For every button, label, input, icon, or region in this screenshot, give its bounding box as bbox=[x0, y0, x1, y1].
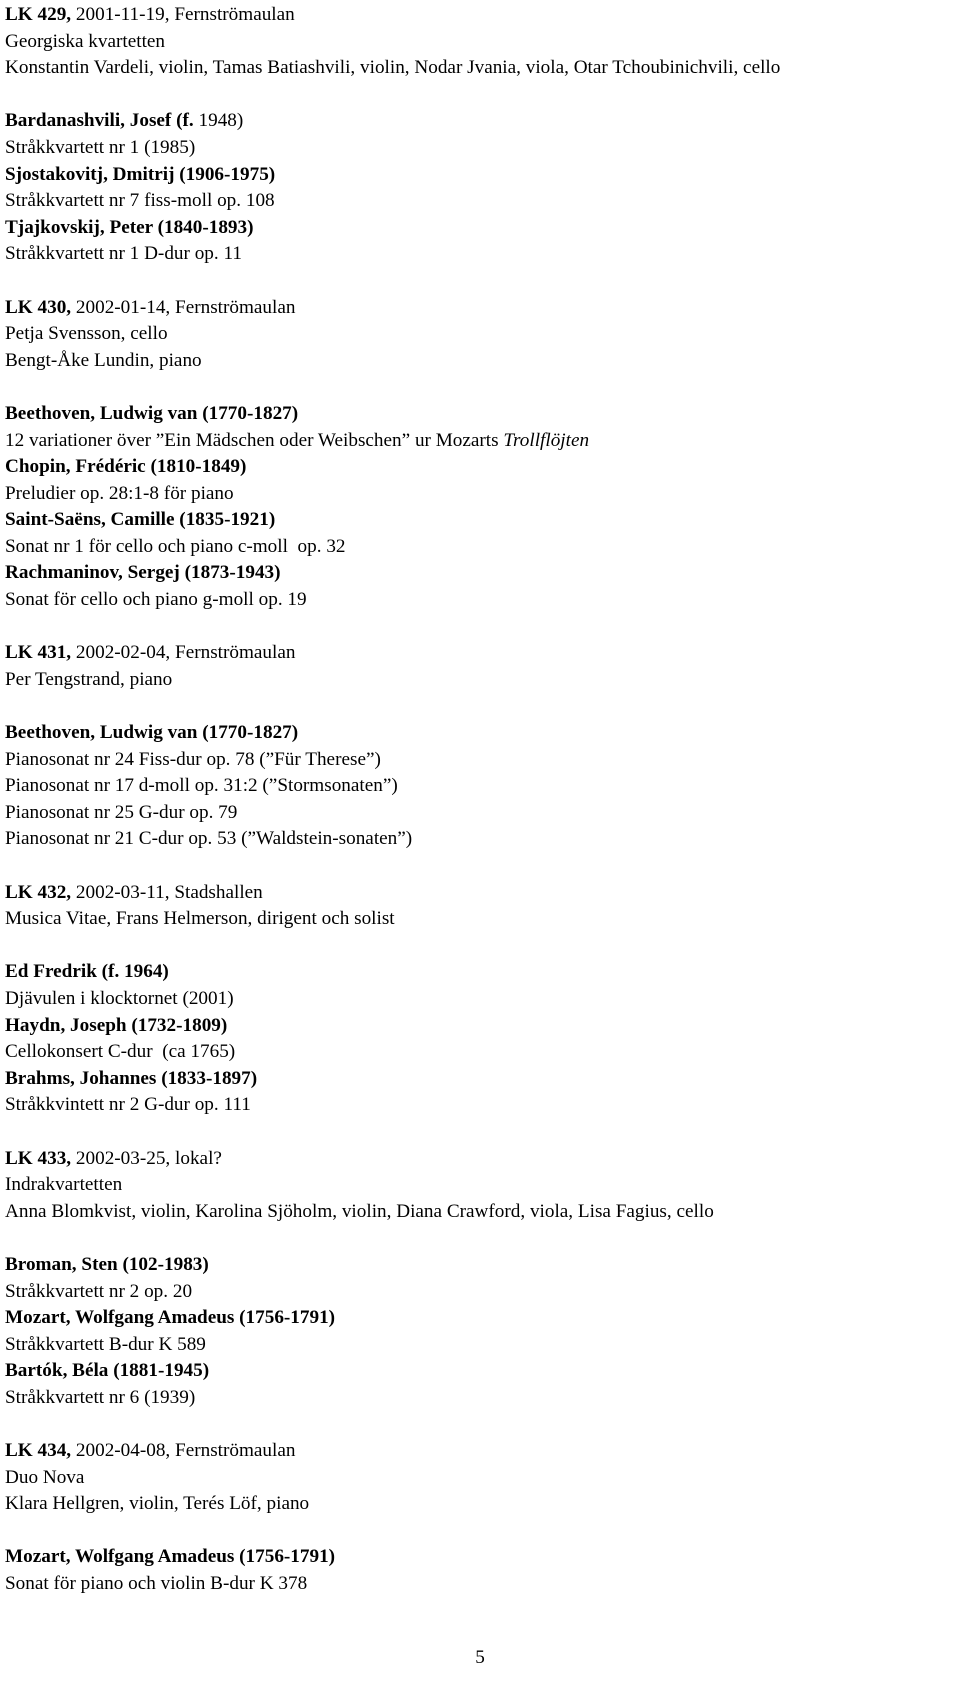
plain-text: Stråkkvartett nr 2 op. 20 bbox=[5, 1280, 193, 1302]
bold-text: Bardanashvili, Josef (f. bbox=[5, 110, 194, 132]
plain-text: 2002-02-04, Fernströmaulan bbox=[71, 642, 296, 664]
plain-text: Konstantin Vardeli, violin, Tamas Batiashvili, violin, Nodar Jvania, viola, Otar Tchoubinichvili, cello bbox=[5, 57, 781, 79]
blank-line bbox=[5, 853, 955, 880]
text-line bbox=[5, 986, 955, 1013]
concert-header-line bbox=[5, 1146, 955, 1173]
text-line bbox=[5, 826, 955, 853]
text-line bbox=[5, 401, 955, 428]
plain-text: Djävulen i klocktornet (2001) bbox=[5, 987, 234, 1009]
text-line bbox=[5, 1066, 955, 1093]
text-line bbox=[5, 747, 955, 774]
blank-line bbox=[5, 1518, 955, 1545]
plain-text: Sonat för cello och piano g-moll op. 19 bbox=[5, 589, 307, 611]
plain-text: Sonat för piano och violin B-dur K 378 bbox=[5, 1573, 308, 1595]
text-line bbox=[5, 241, 955, 268]
plain-text: Pianosonat nr 24 Fiss-dur op. 78 (”Für Therese”) bbox=[5, 748, 381, 770]
bold-text: Ed Fredrik (f. 1964) bbox=[5, 961, 169, 983]
text-line bbox=[5, 481, 955, 508]
bold-text: Tjajkovskij, Peter (1840-1893) bbox=[5, 216, 254, 238]
plain-text: Stråkkvartett nr 6 (1939) bbox=[5, 1386, 196, 1408]
text-line bbox=[5, 906, 955, 933]
plain-text: Anna Blomkvist, violin, Karolina Sjöholm, violin, Diana Crawford, viola, Lisa Fagius, cello bbox=[5, 1200, 714, 1222]
text-line bbox=[5, 215, 955, 242]
text-line bbox=[5, 1544, 955, 1571]
text-line bbox=[5, 1199, 955, 1226]
text-line bbox=[5, 720, 955, 747]
blank-line bbox=[5, 1119, 955, 1146]
bold-text: Saint-Saëns, Camille (1835-1921) bbox=[5, 509, 276, 531]
text-line bbox=[5, 1358, 955, 1385]
text-line bbox=[5, 534, 955, 561]
text-line bbox=[5, 135, 955, 162]
plain-text: 2002-03-11, Stadshallen bbox=[71, 881, 263, 903]
text-line bbox=[5, 321, 955, 348]
text-line bbox=[5, 428, 955, 455]
plain-text: Musica Vitae, Frans Helmerson, dirigent och solist bbox=[5, 908, 395, 930]
plain-text: 12 variationer över ”Ein Mädschen oder Weibschen” ur Mozarts bbox=[5, 429, 504, 451]
bold-text: Bartók, Béla (1881-1945) bbox=[5, 1360, 210, 1382]
text-line bbox=[5, 1305, 955, 1332]
bold-text: Sjostakovitj, Dmitrij (1906-1975) bbox=[5, 163, 276, 185]
plain-text: Pianosonat nr 17 d-moll op. 31:2 (”Stormsonaten”) bbox=[5, 775, 398, 797]
bold-text: LK 433, bbox=[5, 1147, 72, 1169]
text-line bbox=[5, 1332, 955, 1359]
blank-line bbox=[5, 933, 955, 960]
plain-text: 2001-11-19, Fernströmaulan bbox=[71, 4, 295, 25]
text-line bbox=[5, 667, 955, 694]
concert-header-line bbox=[5, 880, 955, 907]
text-line bbox=[5, 188, 955, 215]
bold-text: LK 432, bbox=[5, 881, 72, 903]
bold-text: Chopin, Frédéric (1810-1849) bbox=[5, 456, 247, 478]
plain-text: Klara Hellgren, violin, Terés Löf, piano bbox=[5, 1493, 310, 1515]
bold-text: Beethoven, Ludwig van (1770-1827) bbox=[5, 402, 299, 424]
blank-line bbox=[5, 693, 955, 720]
plain-text: Stråkkvintett nr 2 G-dur op. 111 bbox=[5, 1094, 251, 1116]
text-line bbox=[5, 1252, 955, 1279]
bold-text: LK 431, bbox=[5, 642, 72, 664]
blank-line bbox=[5, 374, 955, 401]
bold-text: LK 429, bbox=[5, 4, 72, 25]
plain-text: Georgiska kvartetten bbox=[5, 30, 166, 52]
plain-text: Indrakvartetten bbox=[5, 1174, 123, 1196]
text-line bbox=[5, 1039, 955, 1066]
text-line bbox=[5, 560, 955, 587]
plain-text: Bengt-Åke Lundin, piano bbox=[5, 349, 202, 371]
plain-text: Preludier op. 28:1-8 för piano bbox=[5, 482, 234, 504]
plain-text: Pianosonat nr 21 C-dur op. 53 (”Waldstein-sonaten”) bbox=[5, 828, 413, 850]
bold-text: Mozart, Wolfgang Amadeus (1756-1791) bbox=[5, 1546, 336, 1568]
text-line bbox=[5, 1491, 955, 1518]
text-line bbox=[5, 1172, 955, 1199]
bold-text: Beethoven, Ludwig van (1770-1827) bbox=[5, 722, 299, 744]
plain-text: Duo Nova bbox=[5, 1466, 85, 1488]
text-line bbox=[5, 1385, 955, 1412]
concert-header-line bbox=[5, 295, 955, 322]
plain-text: Pianosonat nr 25 G-dur op. 79 bbox=[5, 801, 238, 823]
blank-line bbox=[5, 268, 955, 295]
concert-header-line bbox=[5, 640, 955, 667]
bold-text: Broman, Sten (102-1983) bbox=[5, 1253, 209, 1275]
plain-text: 2002-04-08, Fernströmaulan bbox=[71, 1440, 296, 1462]
text-line bbox=[5, 55, 955, 82]
bold-text: Mozart, Wolfgang Amadeus (1756-1791) bbox=[5, 1307, 336, 1329]
plain-text: Petja Svensson, cello bbox=[5, 323, 168, 345]
blank-line bbox=[5, 82, 955, 109]
text-line bbox=[5, 1465, 955, 1492]
bold-text: Rachmaninov, Sergej (1873-1943) bbox=[5, 562, 281, 584]
text-line bbox=[5, 773, 955, 800]
plain-text: Sonat nr 1 för cello och piano c-moll op. 32 bbox=[5, 535, 346, 557]
text-line bbox=[5, 348, 955, 375]
text-line bbox=[5, 800, 955, 827]
plain-text: Stråkkvartett nr 7 fiss-moll op. 108 bbox=[5, 190, 275, 212]
blank-line bbox=[5, 1225, 955, 1252]
plain-text: Stråkkvartett nr 1 (1985) bbox=[5, 136, 196, 158]
text-line bbox=[5, 108, 955, 135]
text-line bbox=[5, 1571, 955, 1598]
bold-text: LK 430, bbox=[5, 296, 72, 318]
text-line bbox=[5, 162, 955, 189]
plain-text: Stråkkvartett nr 1 D-dur op. 11 bbox=[5, 243, 242, 265]
plain-text: Per Tengstrand, piano bbox=[5, 668, 173, 690]
page-number: 5 bbox=[475, 1647, 485, 1668]
text-line bbox=[5, 507, 955, 534]
text-line bbox=[5, 29, 955, 56]
plain-text: Stråkkvartett B-dur K 589 bbox=[5, 1333, 206, 1355]
plain-text: 2002-03-25, lokal? bbox=[71, 1147, 222, 1169]
plain-text: 2002-01-14, Fernströmaulan bbox=[71, 296, 296, 318]
concert-header-line bbox=[5, 1438, 955, 1465]
blank-line bbox=[5, 614, 955, 641]
concert-header-line bbox=[5, 2, 955, 29]
italic-title: Trollflöjten bbox=[503, 429, 590, 451]
plain-text: Cellokonsert C-dur (ca 1765) bbox=[5, 1041, 236, 1063]
plain-text: 1948) bbox=[193, 110, 244, 132]
text-line bbox=[5, 1092, 955, 1119]
text-line bbox=[5, 454, 955, 481]
text-line bbox=[5, 1279, 955, 1306]
document-body bbox=[5, 2, 955, 1598]
text-line bbox=[5, 959, 955, 986]
bold-text: LK 434, bbox=[5, 1440, 72, 1462]
text-line bbox=[5, 1013, 955, 1040]
blank-line bbox=[5, 1411, 955, 1438]
bold-text: Brahms, Johannes (1833-1897) bbox=[5, 1067, 258, 1089]
bold-text: Haydn, Joseph (1732-1809) bbox=[5, 1014, 228, 1036]
text-line bbox=[5, 587, 955, 614]
